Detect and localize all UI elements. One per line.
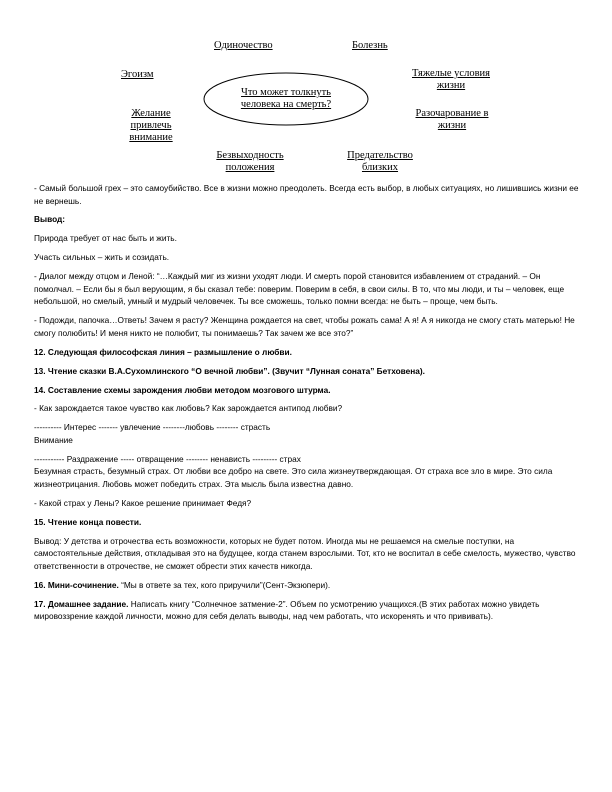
paragraph-fate: Участь сильных – жить и созидать. bbox=[34, 252, 170, 263]
label-egoism: Эгоизм bbox=[121, 69, 154, 80]
paragraph-question: - Как зарождается такое чувство как любовь? Как зарождается антипод любви? bbox=[34, 403, 343, 414]
love-chain: ---------- Интерес ------- увлечение --------любовь -------- страсть bbox=[34, 422, 271, 433]
lesson-text bbox=[34, 182, 582, 629]
item-14 bbox=[34, 384, 582, 397]
label-disappointment: Разочарование в жизни bbox=[415, 108, 489, 131]
fear-chain: ----------- Раздражение ----- отвращение -------- ненависть --------- страх bbox=[34, 453, 301, 464]
item-14-text: 14. Составление схемы зарождения любви методом мозгового штурма. bbox=[34, 384, 331, 395]
item-15-text: 15. Чтение конца повести. bbox=[34, 516, 142, 527]
item-16-title: 16. Мини-сочинение. bbox=[34, 579, 119, 590]
love-chain-attention: Внимание bbox=[34, 434, 73, 445]
conclusion-heading bbox=[34, 213, 582, 226]
paragraph-passion: Безумная страсть, безумный страх. От любви все добро на свете. Это сила жизнеутверждающая. От страха все зло в мире. Это сила жизнеотрицания. Любовь может победить страх. Эта мысль была известна давно. bbox=[34, 466, 553, 489]
label-loneliness: Одиночество bbox=[214, 40, 273, 51]
label-hard-conditions: Тяжелые условия жизни bbox=[411, 68, 490, 91]
item-17-text: Написать книгу “Солнечное затмение-2”. Объем по усмотрению учащихся.(В этих работах можно увидеть мировоззрение каждой личности, можно для себя делать выводы, над чем работать, что искоренять и что прививать). bbox=[34, 598, 540, 622]
item-13 bbox=[34, 365, 582, 378]
paragraph-childhood: Вывод: У детства и отрочества есть возможности, которых не будет потом. Иногда мы не решаемся на смелые поступки, на самостоятельные действия, откладывая это на будущее, когда станем взрослыми. Тот, кто не воспитал в себе смелость, мужество, чувство ответственности в отрочестве, не сможет обрести этих качеств никогда. bbox=[34, 535, 576, 571]
label-illness: Болезнь bbox=[352, 40, 388, 51]
paragraph-sin: - Самый большой грех – это самоубийство. Все в жизни можно преодолеть. Всегда есть выбор, в любых ситуациях, но лишившись жизни ее не вернешь. bbox=[34, 183, 579, 206]
item-15 bbox=[34, 516, 582, 529]
center-question: Что может толкнуть человека на смерть? bbox=[240, 87, 332, 110]
item-13-text: 13. Чтение сказки В.А.Сухомлинского “О вечной любви”. (Звучит “Лунная соната” Бетховена). bbox=[34, 365, 425, 376]
item-12 bbox=[34, 346, 582, 359]
paragraph-wait: - Подожди, папочка…Ответь! Зачем я расту? Женщина рождается на свет, чтобы рожать сама! А я! А я никогда не смогу стать матерью! Не смогу полюбить! И меня никто не полюбит, ты понимаешь? Так зачем же все это?” bbox=[34, 315, 575, 338]
paragraph-fear: - Какой страх у Лены? Какое решение принимает Федя? bbox=[34, 497, 252, 508]
label-betrayal: Предательство близких bbox=[347, 150, 413, 173]
label-desire-attention: Желание привлечь внимание bbox=[129, 108, 173, 143]
item-17 bbox=[34, 598, 582, 623]
label-hopelessness: Безвыходность положения bbox=[216, 150, 284, 173]
paragraph-dialog: - Диалог между отцом и Леной: “…Каждый миг из жизни уходят люди. И смерть порой становится избавлением от страданий. – Он помолчал. – Если бы я был верующим, я бы сказал тебе: поверим. Поверим в себя, в свои силы. В то, что мы люди, и ты – человек, еще небольшой, но смелый, умный и мудрый человечек. Ты все сможешь, только помни всегда: не быть – проще, чем быть. bbox=[34, 271, 565, 307]
item-16 bbox=[34, 579, 582, 592]
conclusion-heading-text: Вывод: bbox=[34, 214, 66, 225]
item-17-title: 17. Домашнее задание. bbox=[34, 598, 129, 609]
causes-diagram bbox=[0, 0, 612, 182]
item-16-text: “Мы в ответе за тех, кого приручили”(Сент-Экзюпери). bbox=[118, 579, 331, 590]
paragraph-nature: Природа требует от нас быть и жить. bbox=[34, 233, 177, 244]
item-12-text: 12. Следующая философская линия – размышление о любви. bbox=[34, 346, 292, 357]
